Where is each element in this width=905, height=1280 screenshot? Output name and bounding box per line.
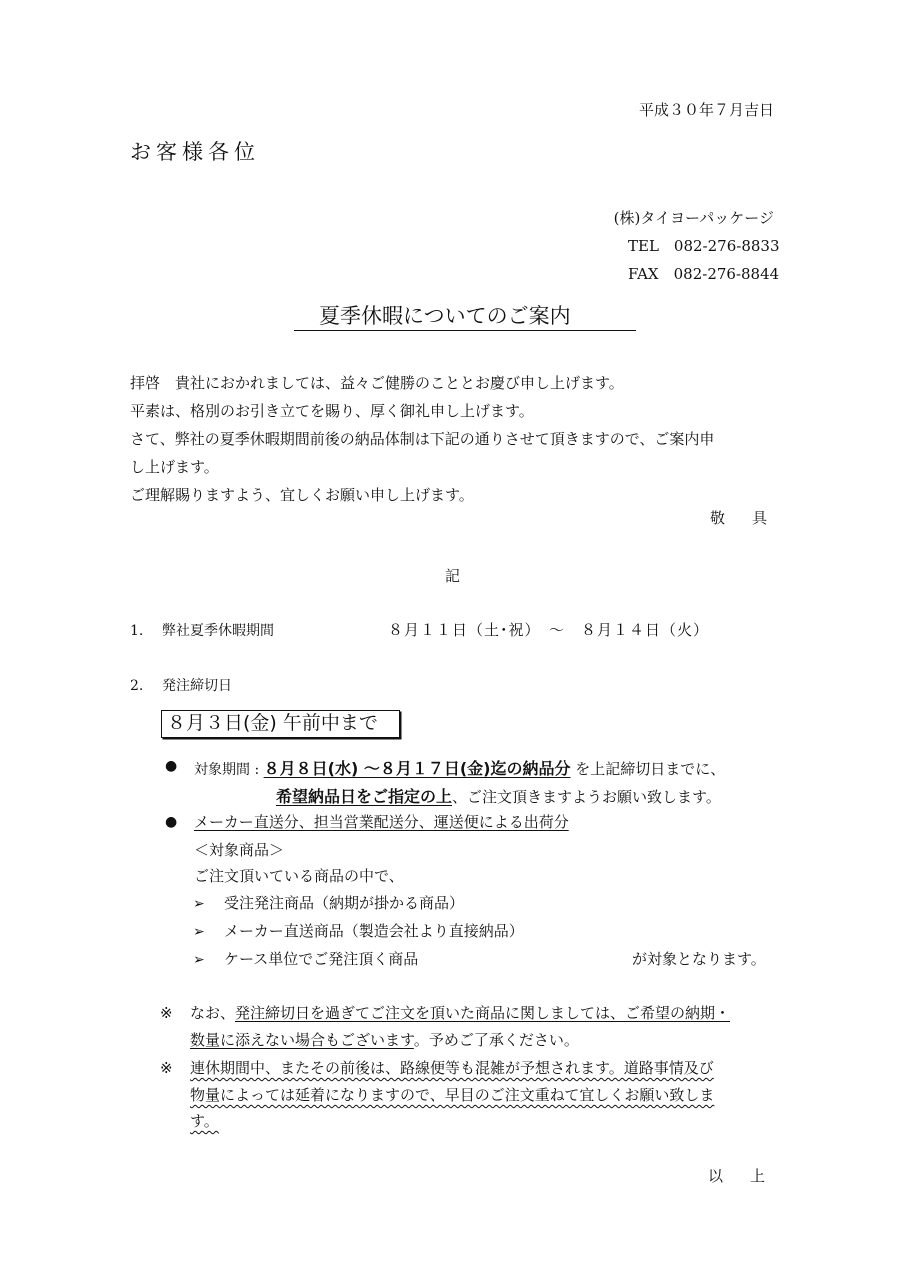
target-item: メーカー直送商品（製造会社より直接納品） [224, 922, 524, 940]
note-mark: ※ [160, 1059, 173, 1077]
target-heading: ＜対象商品＞ [194, 841, 285, 859]
target-item: 受注発注商品（納期が掛かる商品） [224, 894, 465, 912]
note-underlined: 発注締切日を過ぎてご注文を頂いた商品に関しましては、ご希望の納期・ [235, 1004, 731, 1022]
bullet-line [276, 786, 721, 808]
body-line: さて、弊社の夏季休暇期間前後の納品体制は下記の通りさせて頂きますので、ご案内申 [130, 430, 715, 448]
company-name: (株)タイヨーパッケージ [613, 209, 774, 227]
body-line: ご理解賜りますよう、宜しくお願い申し上げます。 [130, 486, 474, 504]
target-intro: ご注文頂いている商品の中で、 [194, 867, 404, 885]
body-line: 平素は、格別のお引き立てを賜り、厚く御礼申し上げます。 [130, 402, 534, 420]
company-fax: FAX 082-276-8844 [628, 265, 780, 283]
addressee: お客様各位 [130, 140, 260, 164]
note-line: 連休期間中、またその前後は、路線便等も混雑が予想されます。道路事情及び [190, 1059, 714, 1077]
item-number: 1. [130, 623, 144, 639]
target-period: ８月８日(水) ～８月１７日(金)迄の納品分 [263, 759, 571, 778]
item-label: 発注締切日 [162, 678, 232, 694]
arrow-icon: ➢ [193, 952, 205, 968]
end-mark: 以 上 [708, 1167, 772, 1185]
note-line: す。 [190, 1112, 219, 1130]
holiday-period: ８月１１日（土･祝） ～ ８月１４日（火） [388, 621, 710, 639]
note-line [190, 1003, 730, 1023]
document-title: 夏季休暇についてのご案内 [294, 302, 636, 331]
note-rest: 。予めご了承ください。 [413, 1031, 579, 1049]
item-number: 2. [130, 678, 144, 694]
company-tel: TEL 082-276-8833 [628, 237, 780, 255]
body-line: し上げます。 [130, 458, 219, 476]
note-mark: ※ [160, 1004, 173, 1022]
closing: 敬 具 [710, 509, 774, 527]
ki-heading: 記 [445, 567, 461, 585]
specify-date: 希望納品日をご指定の上 [276, 787, 453, 806]
note-line: 物量によっては延着になりますので、早目のご注文重ねて宜しくお願い致しま [190, 1086, 715, 1104]
request-text: 、ご注文頂きますようお願い致します。 [452, 788, 721, 806]
bullet-icon: ● [165, 758, 178, 774]
shipment-types: メーカー直送分、担当営業配送分、運送便による出荷分 [194, 813, 569, 831]
note-underlined: 数量に添えない場合もございます [190, 1031, 414, 1049]
note-line [190, 1030, 579, 1050]
targets-suffix: が対象となります。 [632, 950, 766, 968]
item-label: 弊社夏季休暇期間 [162, 623, 274, 639]
arrow-icon: ➢ [193, 896, 205, 912]
note-prefix: なお、 [190, 1004, 236, 1022]
bullet-line [194, 758, 725, 780]
period-suffix: を上記締切日までに、 [570, 760, 726, 778]
body-line: 拝啓 貴社におかれましては、益々ご健勝のこととお慶び申し上げます。 [130, 374, 624, 392]
target-item: ケース単位でご発注頂く商品 [224, 950, 419, 968]
date: 平成３０年７月吉日 [638, 101, 774, 119]
period-prefix: 対象期間 : [194, 762, 264, 778]
arrow-icon: ➢ [193, 924, 205, 940]
deadline-box: ８月３日(金) 午前中まで [161, 710, 400, 738]
bullet-icon: ● [165, 814, 178, 830]
